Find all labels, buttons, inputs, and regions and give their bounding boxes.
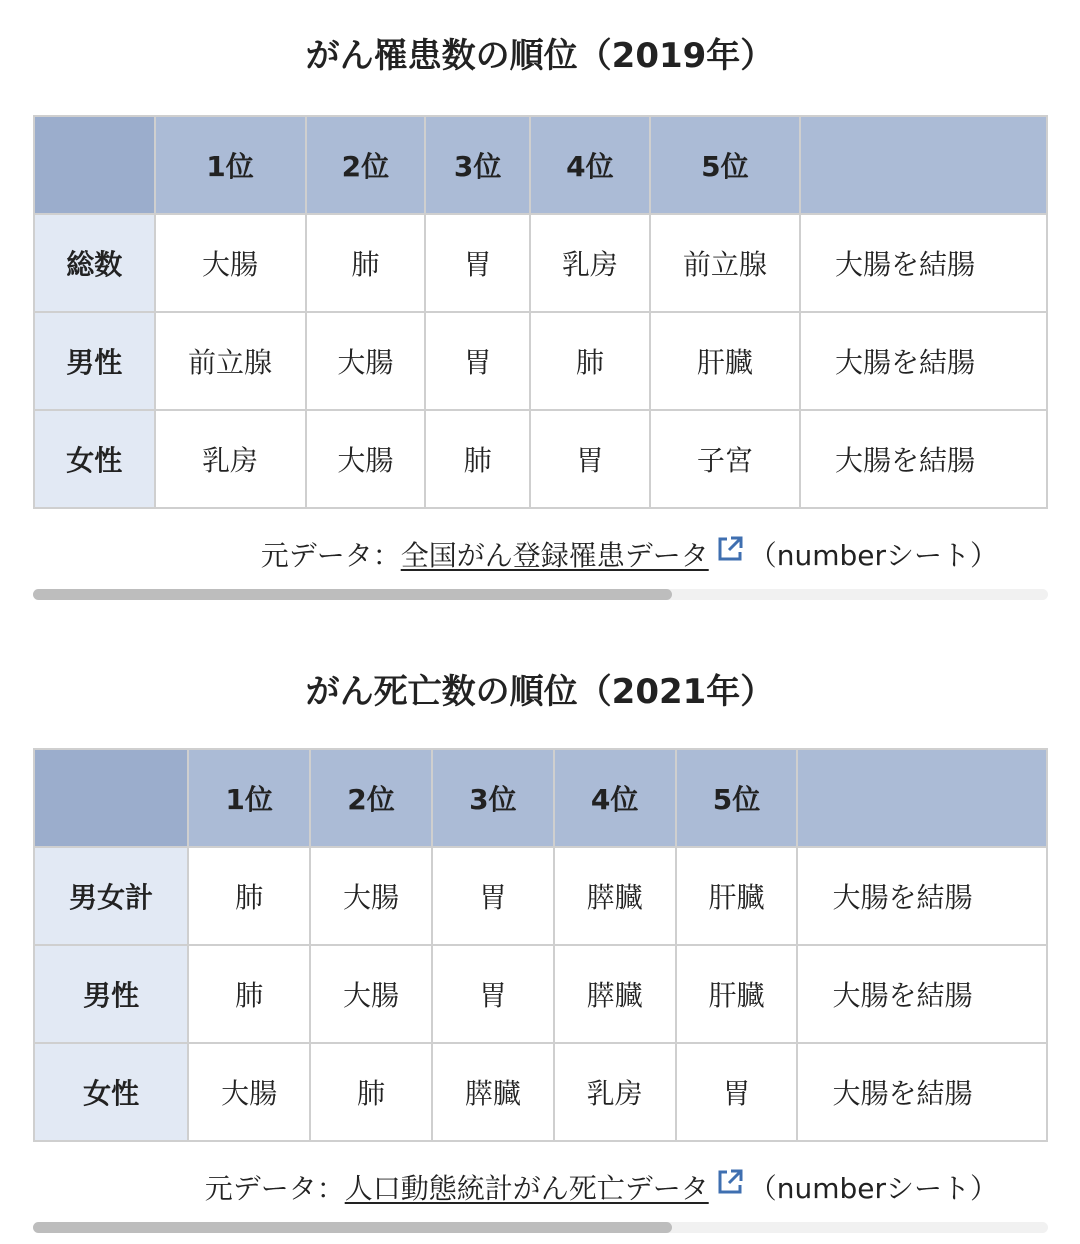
table-cell: 膵臓	[554, 847, 676, 945]
column-header: 1位	[155, 116, 306, 214]
column-header	[797, 749, 1047, 847]
column-header: 1位	[188, 749, 310, 847]
incidence-source-link[interactable]: 全国がん登録罹患データ	[400, 539, 709, 572]
table-cell: 大腸を結腸	[800, 410, 1047, 508]
table-row	[34, 214, 1047, 312]
mortality-section	[0, 636, 1080, 1233]
table-cell: 膵臓	[432, 1043, 554, 1141]
table-cell: 胃	[425, 214, 530, 312]
corner-cell	[34, 749, 188, 847]
table-cell: 胃	[676, 1043, 798, 1141]
table-row	[34, 312, 1047, 410]
column-header: 4位	[554, 749, 676, 847]
table-cell: 大腸を結腸	[797, 945, 1047, 1043]
table-row	[34, 847, 1047, 945]
table-cell: 膵臓	[554, 945, 676, 1043]
table-cell: 肺	[188, 847, 310, 945]
table-cell: 前立腺	[155, 312, 306, 410]
column-header: 2位	[310, 749, 432, 847]
row-header: 総数	[34, 214, 155, 312]
source-prefix: 元データ：	[260, 539, 401, 572]
table-cell: 大腸を結腸	[800, 214, 1047, 312]
row-header: 男女計	[34, 847, 188, 945]
table-cell: 肺	[310, 1043, 432, 1141]
table-cell: 大腸	[188, 1043, 310, 1141]
row-header: 女性	[34, 1043, 188, 1141]
external-link-icon[interactable]	[715, 531, 745, 579]
table-cell: 肝臓	[650, 312, 800, 410]
table-row	[34, 410, 1047, 508]
table-cell: 大腸を結腸	[797, 1043, 1047, 1141]
table-cell: 大腸	[306, 410, 426, 508]
incidence-section	[0, 0, 1080, 600]
table-row	[34, 945, 1047, 1043]
mortality-table	[33, 748, 1048, 1142]
table-cell: 大腸を結腸	[800, 312, 1047, 410]
table-cell: 大腸を結腸	[797, 847, 1047, 945]
table-header-row	[34, 116, 1047, 214]
table-cell: 胃	[425, 312, 530, 410]
mortality-scrollbar[interactable]	[33, 1222, 1048, 1233]
table-cell: 胃	[432, 945, 554, 1043]
table-cell: 肺	[188, 945, 310, 1043]
row-header: 男性	[34, 945, 188, 1043]
source-prefix: 元データ：	[204, 1172, 345, 1205]
table-header-row	[34, 749, 1047, 847]
table-cell: 前立腺	[650, 214, 800, 312]
table-cell: 肝臓	[676, 847, 798, 945]
row-header: 女性	[34, 410, 155, 508]
incidence-scrollbar[interactable]	[33, 589, 1048, 600]
table-cell: 乳房	[530, 214, 650, 312]
incidence-table-scroll[interactable]	[33, 115, 1048, 579]
column-header: 2位	[306, 116, 426, 214]
incidence-table	[33, 115, 1048, 509]
column-header: 4位	[530, 116, 650, 214]
column-header	[800, 116, 1047, 214]
table-cell: 大腸	[155, 214, 306, 312]
scrollbar-thumb[interactable]	[33, 1222, 672, 1233]
column-header: 3位	[425, 116, 530, 214]
column-header: 5位	[650, 116, 800, 214]
incidence-source	[33, 531, 998, 579]
table-cell: 肺	[425, 410, 530, 508]
mortality-table-scroll[interactable]	[33, 748, 1048, 1212]
mortality-source	[33, 1164, 998, 1212]
table-cell: 乳房	[155, 410, 306, 508]
table-cell: 胃	[432, 847, 554, 945]
column-header: 5位	[676, 749, 798, 847]
mortality-title: がん死亡数の順位（2021年）	[305, 672, 775, 712]
row-header: 男性	[34, 312, 155, 410]
table-cell: 大腸	[310, 945, 432, 1043]
corner-cell	[34, 116, 155, 214]
table-cell: 乳房	[554, 1043, 676, 1141]
scrollbar-thumb[interactable]	[33, 589, 672, 600]
mortality-source-link[interactable]: 人口動態統計がん死亡データ	[344, 1172, 709, 1205]
table-cell: 肝臓	[676, 945, 798, 1043]
table-cell: 大腸	[310, 847, 432, 945]
table-cell: 子宮	[650, 410, 800, 508]
table-cell: 肺	[530, 312, 650, 410]
incidence-title: がん罹患数の順位（2019年）	[305, 36, 775, 76]
source-suffix: （numberシート）	[748, 539, 998, 572]
source-suffix: （numberシート）	[748, 1172, 998, 1205]
table-cell: 胃	[530, 410, 650, 508]
table-row	[34, 1043, 1047, 1141]
external-link-icon[interactable]	[715, 1164, 745, 1212]
table-cell: 大腸	[306, 312, 426, 410]
column-header: 3位	[432, 749, 554, 847]
table-cell: 肺	[306, 214, 426, 312]
